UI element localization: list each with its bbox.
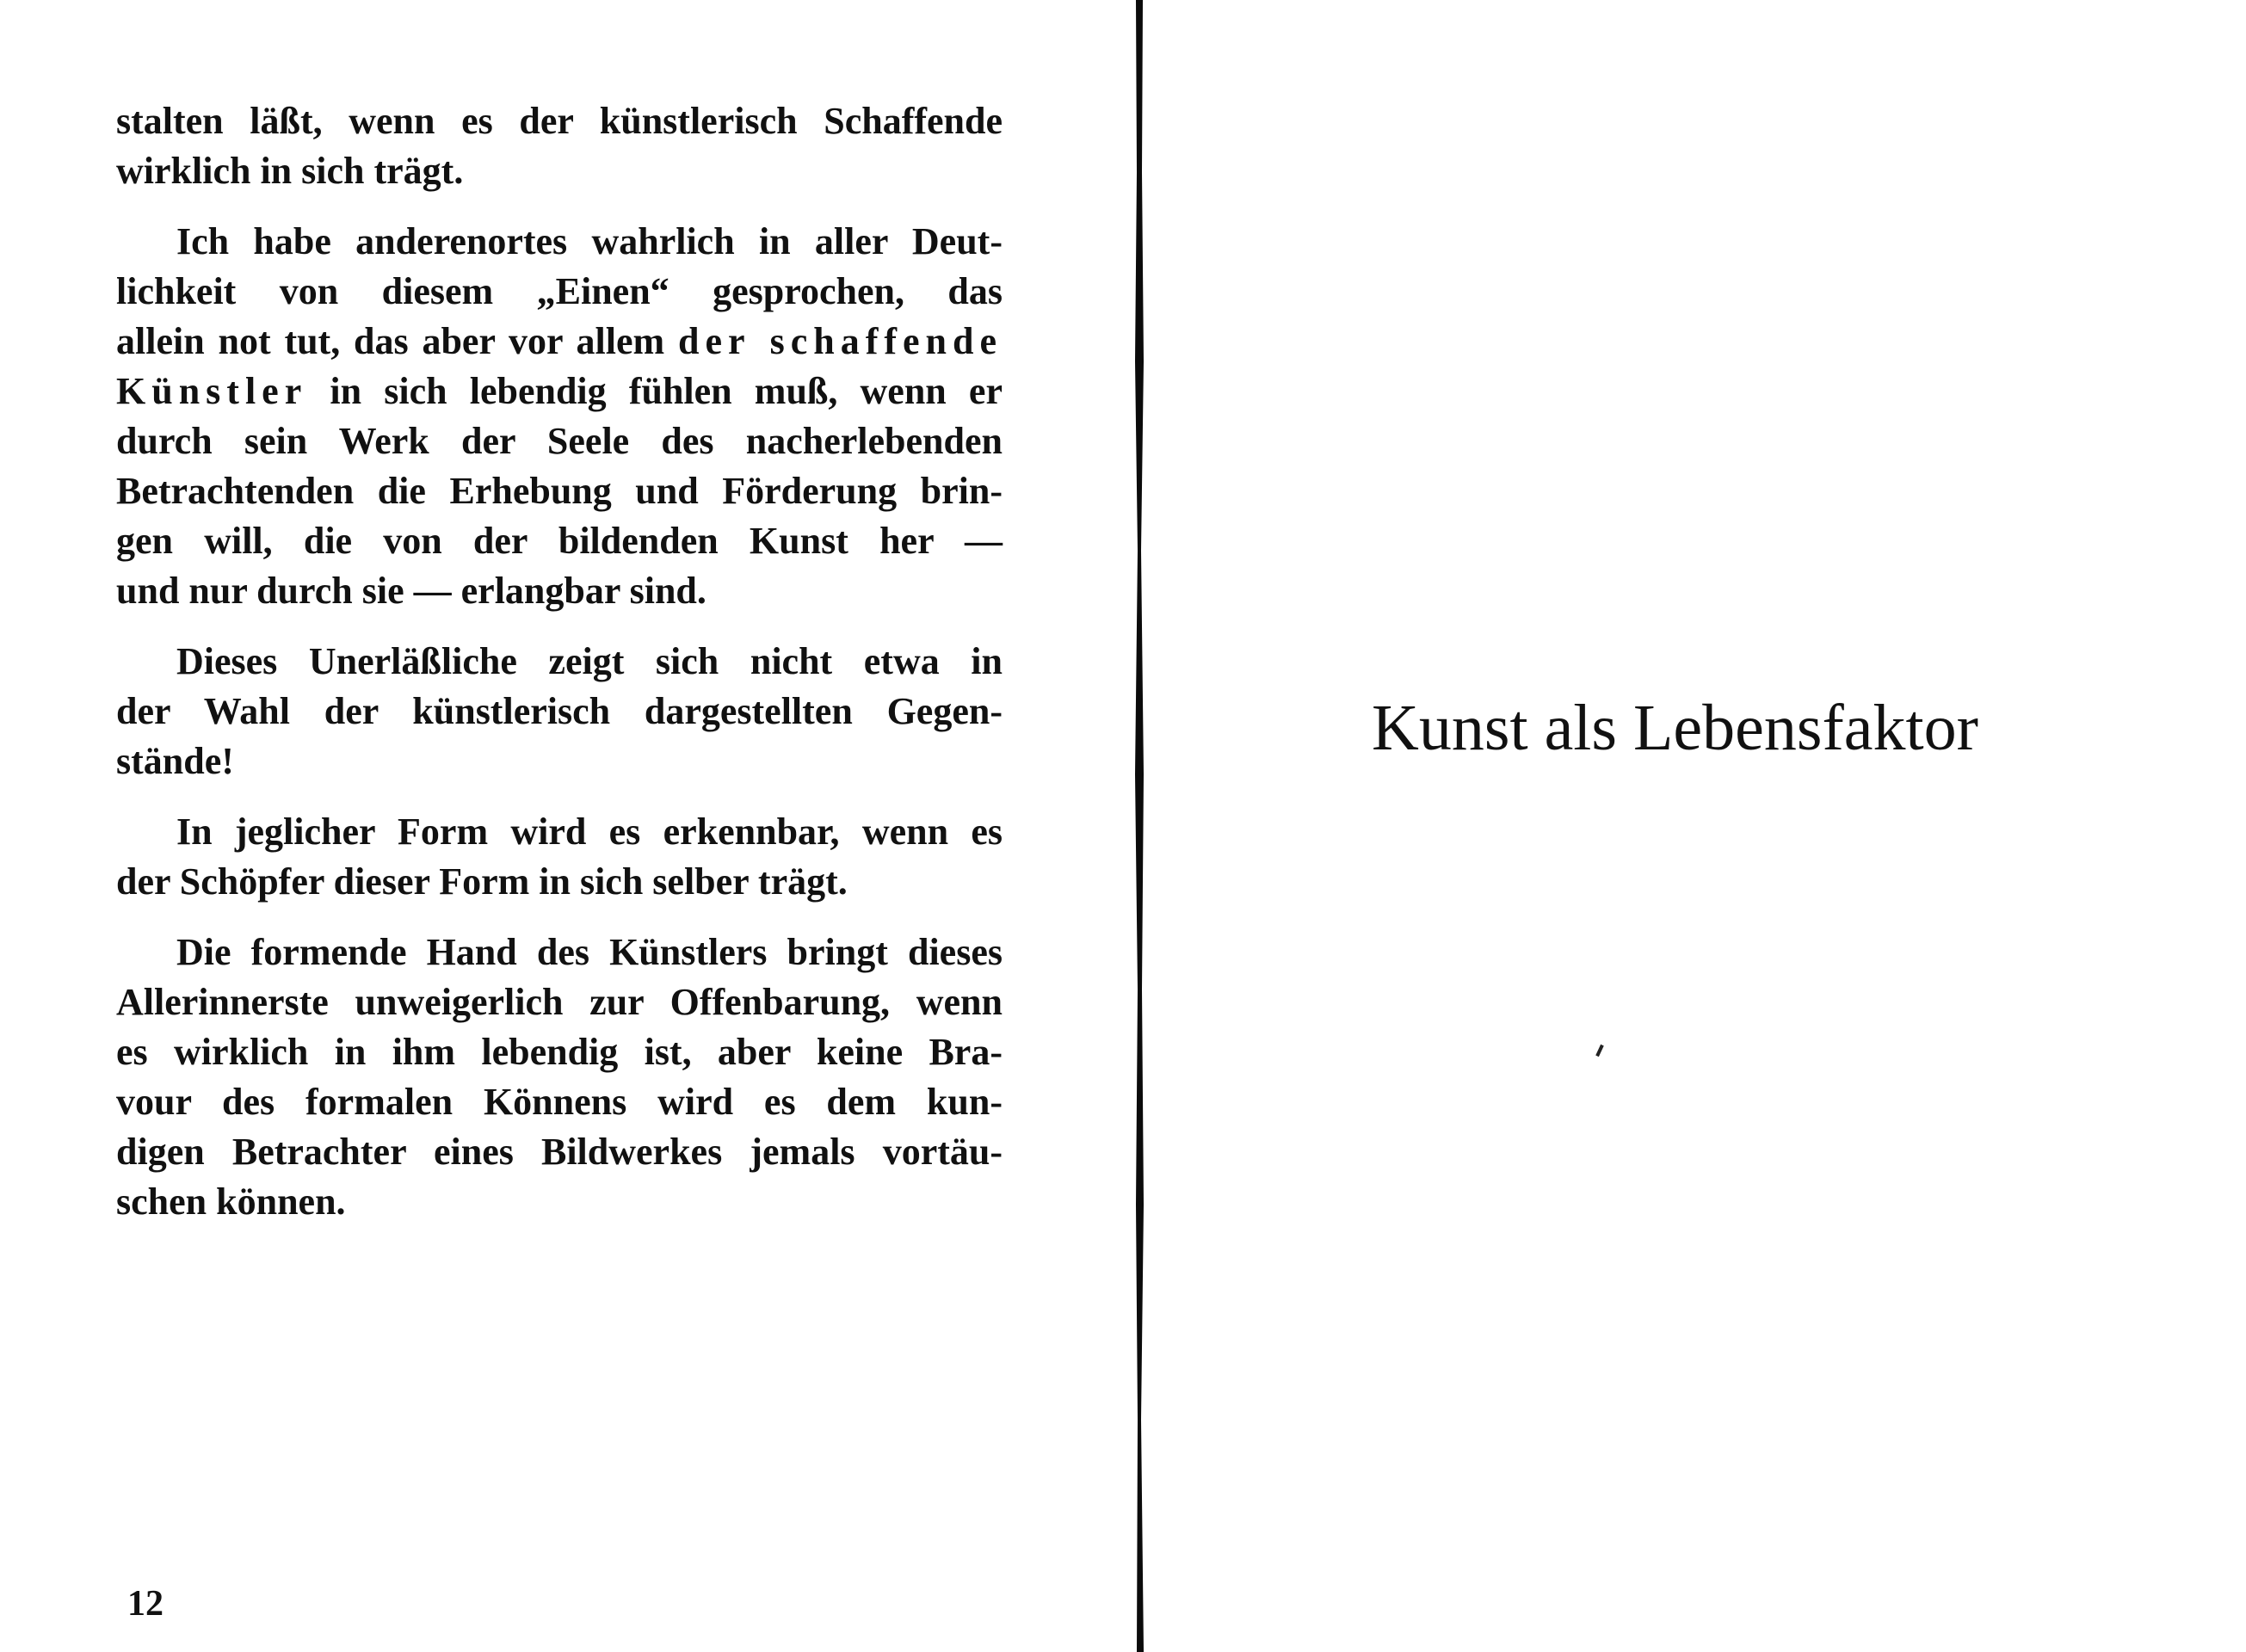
paragraph [116,217,1003,616]
paragraph [116,637,1003,786]
text-line [116,317,1003,367]
text-line: schen können. [116,1180,346,1223]
emphasis-spaced: Künstler [116,370,308,412]
text-line: durch sein Werk der Seele des nacherlebenden [116,420,1003,462]
text-fragment: in sich lebendig fühlen muß, wenn er [330,370,1003,412]
text-line: Ich habe anderenortes wahrlich in aller Deut- [176,220,1003,262]
paragraph [116,807,1003,907]
text-line: lichkeit von diesem „Einen“ gesprochen, das [116,270,1003,312]
text-line: und nur durch sie — erlangbar sind. [116,570,707,612]
paragraph [116,928,1003,1227]
text-line: Allerinnerste unweigerlich zur Offenbarung, wenn [116,981,1003,1023]
emphasis-spaced: der schaffende [678,320,1003,362]
text-line: gen will, die von der bildenden Kunst her — [116,520,1003,562]
body-text [116,96,1003,1248]
text-line [116,367,1003,416]
text-line: Die formende Hand des Künstlers bringt dieses [176,931,1003,973]
text-line: vour des formalen Könnens wird es dem kun- [116,1081,1003,1123]
text-fragment: allein not tut, das aber vor allem [116,320,665,362]
paragraph [116,96,1003,196]
right-page [1145,0,2246,1652]
page-number: 12 [127,1584,164,1624]
text-line: Dieses Unerläßliche zeigt sich nicht etwa in [176,640,1003,682]
text-line: der Schöpfer dieser Form in sich selber trägt. [116,860,848,903]
text-line: wirklich in sich trägt. [116,150,464,192]
text-line: In jeglicher Form wird es erkennbar, wenn es [176,811,1003,853]
text-line: Betrachtenden die Erhebung und Förderung brin- [116,470,1003,512]
print-speck [1595,1045,1604,1057]
text-line: stände! [116,740,234,782]
text-line: es wirklich in ihm lebendig ist, aber keine Bra- [116,1031,1003,1073]
left-page [0,0,1119,1652]
text-line: digen Betrachter eines Bildwerkes jemals vortäu- [116,1131,1003,1173]
chapter-title: Kunst als Lebensfaktor [1372,691,1978,764]
text-line: stalten läßt, wenn es der künstlerisch Schaffende [116,100,1003,142]
text-line: der Wahl der künstlerisch dargestellten Gegen- [116,690,1003,732]
